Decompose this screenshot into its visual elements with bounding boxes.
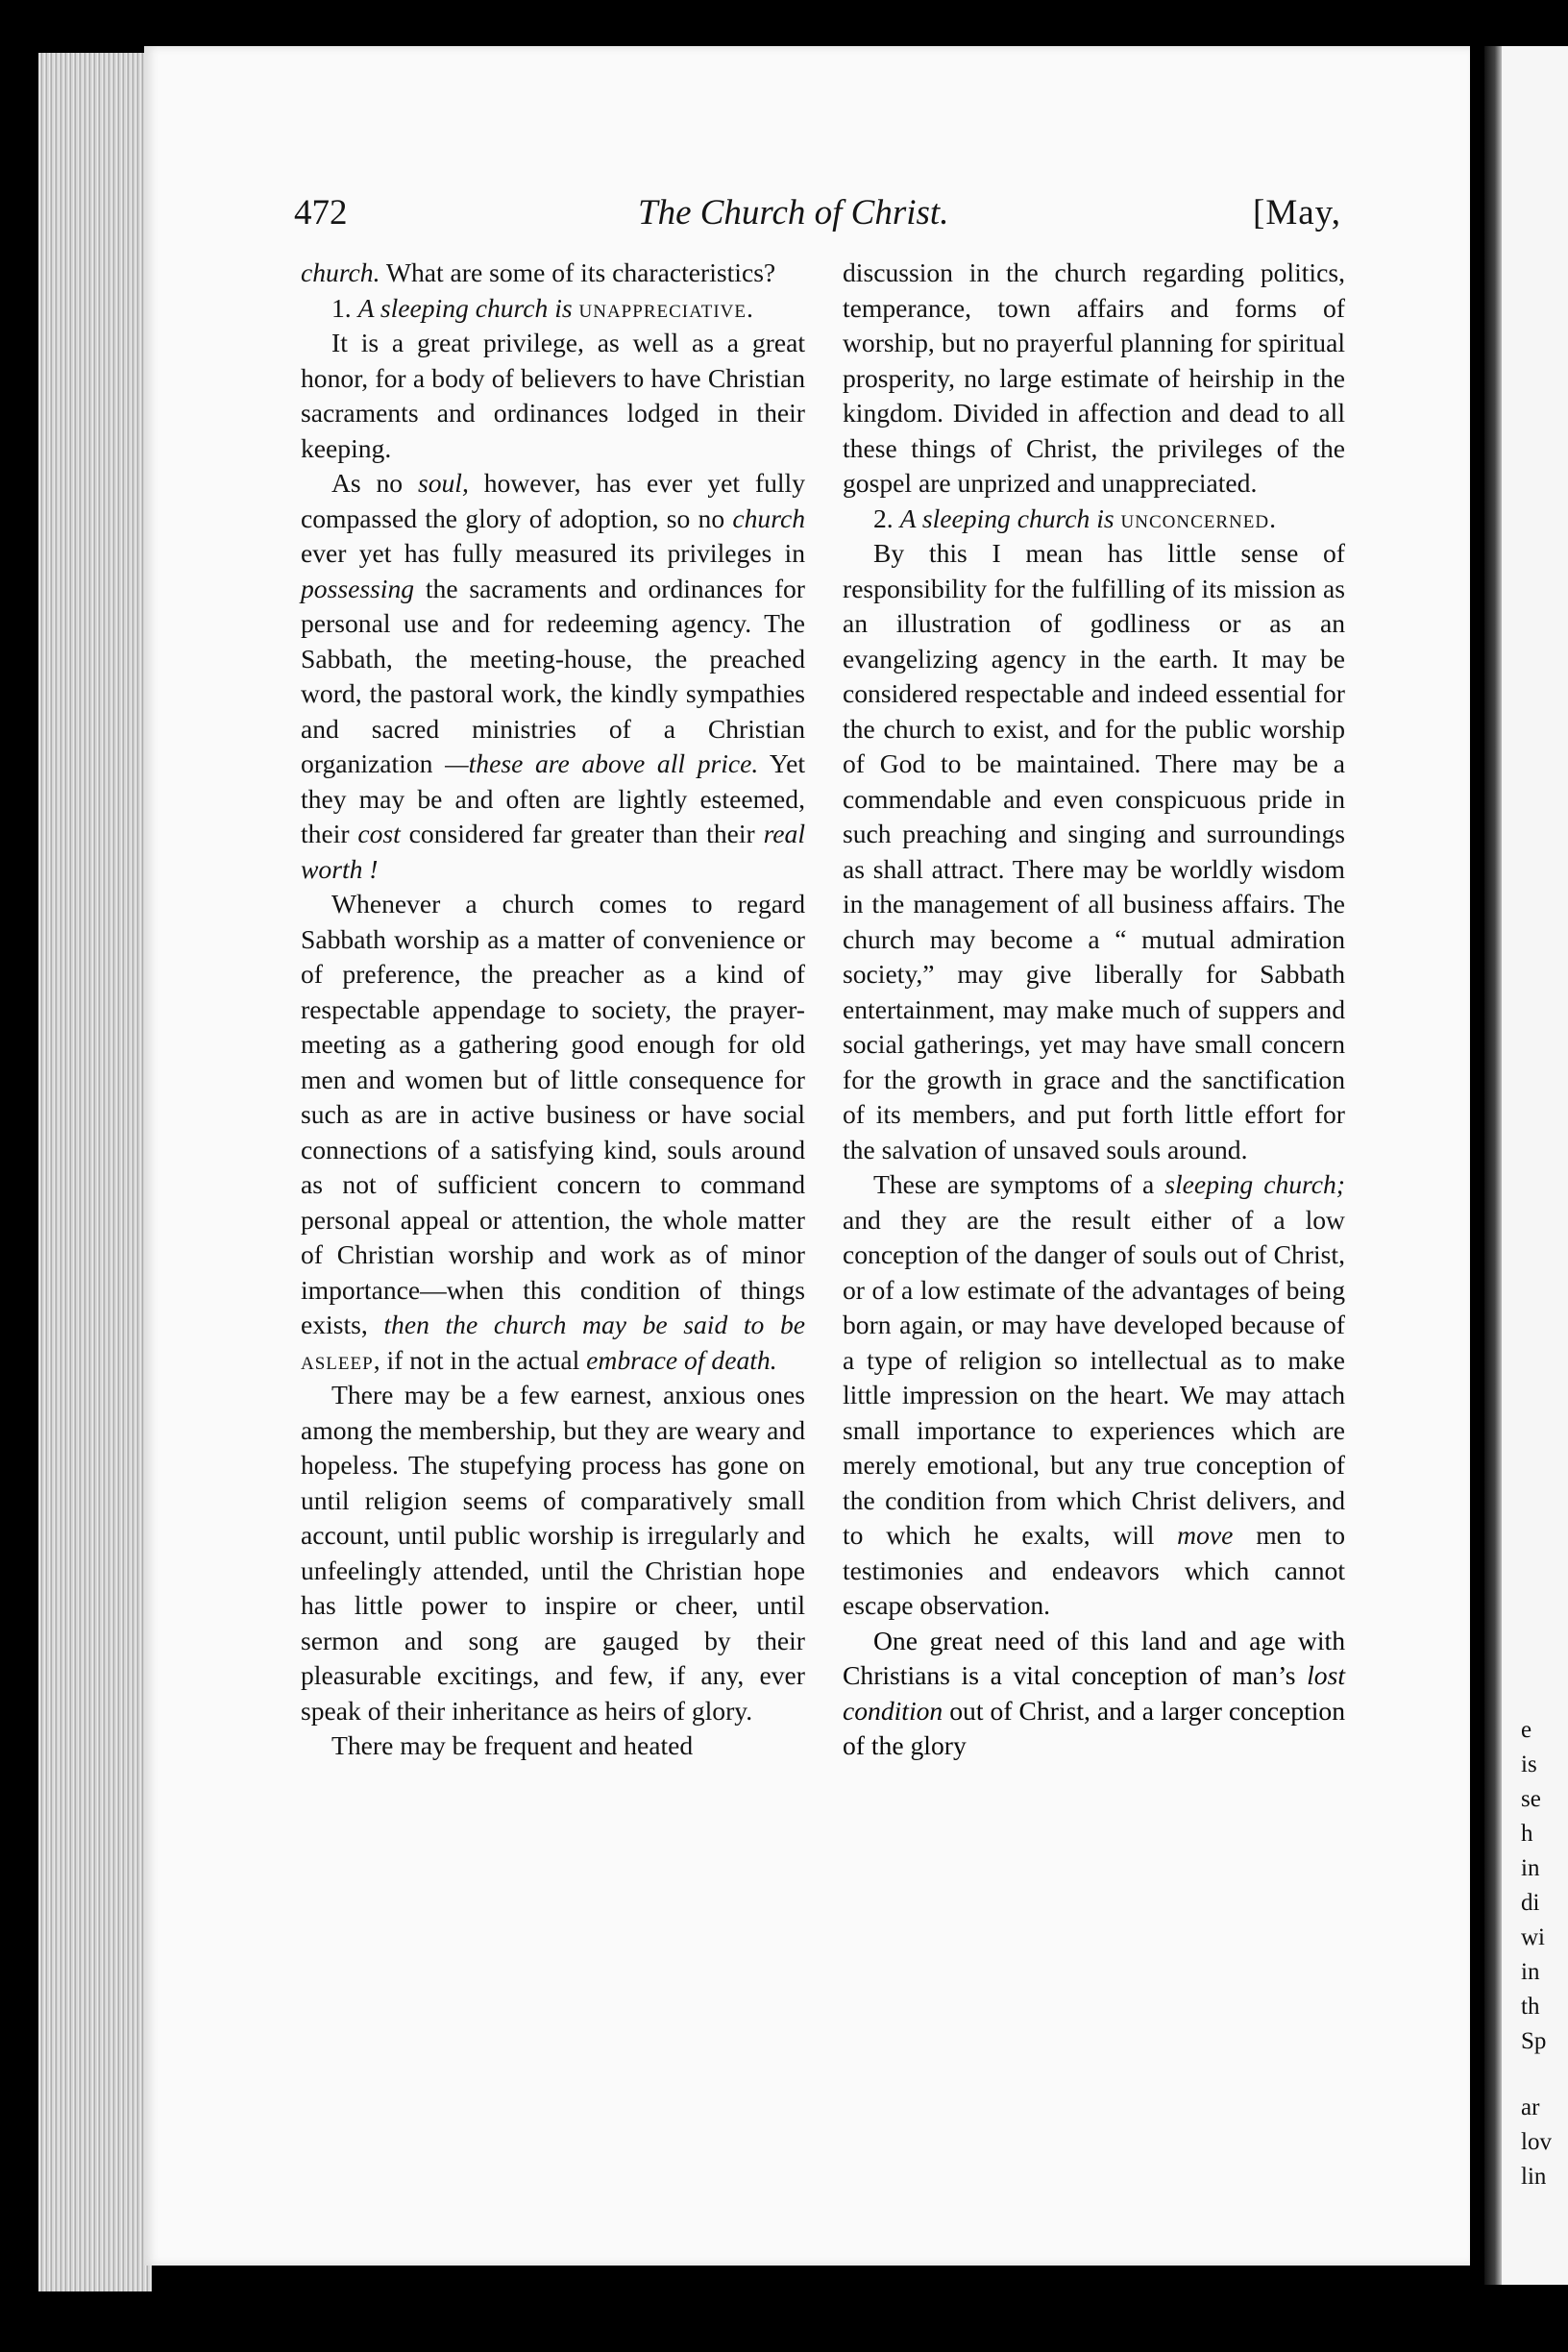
adjacent-page-fragment: di [1521, 1890, 1540, 1916]
running-month: [May, [1253, 193, 1341, 233]
paragraph: There may be a few earnest, anxious ones among the membership, but they are weary and hopeless. The stupefying process has gone on until religion seems of comparatively small account, until public worship is irregularly and unfeelingly attended, until the Christian hope has little power to inspire or cheer, until sermon and song are gauged by their pleasurable excitings, and few, if any, ever speak of their inheritance as heirs of glory. [301, 1380, 805, 1726]
adjacent-page-edge [1484, 46, 1568, 2285]
running-title: The Church of Christ. [638, 193, 949, 233]
section-heading: 1. A sleeping church is unappreciative. [331, 292, 754, 323]
adjacent-page-fragment: is [1521, 1752, 1537, 1777]
adjacent-page-fragment: ar [1521, 2095, 1540, 2120]
running-header [294, 192, 1341, 234]
adjacent-page-fragment: wi [1521, 1924, 1545, 1950]
paragraph: church. What are some of its characteristics? [301, 257, 776, 287]
left-text-column [301, 256, 805, 1764]
adjacent-page-fragment: in [1521, 1855, 1540, 1881]
paragraph: As no soul, however, has ever yet fully compassed the glory of adoption, so no church ever yet has fully measured its privileges in possessing the sacraments and ordinances for personal use and for redeeming agency. The Sabbath, the meeting-house, the preached word, the pastoral work, the kindly sympathies and sacred ministries of a Christian organization —these are above all price. Yet they may be and often are lightly esteemed, their cost considered far greater than their real worth ! [301, 468, 806, 884]
section-heading: 2. A sleeping church is unconcerned. [873, 502, 1277, 533]
adjacent-page-fragment: lin [1521, 2164, 1547, 2190]
right-text-column [843, 256, 1345, 1764]
book-fore-edge [38, 53, 152, 2291]
paragraph: One great need of this land and age with Christians is a vital conception of man’s lost condition out of Christ, and a larger conception of the glory [843, 1625, 1345, 1760]
page-number: 472 [294, 193, 348, 233]
paragraph: Whenever a church comes to regard Sabbath worship as a matter of convenience or of preference, the preacher as a kind of respectable appendage to society, the prayer-meeting as a gathering good enough for old men and women but of little consequence for such as are in active business or have social connections of a satisfying kind, souls around as not of sufficient concern to command personal appeal or attention, the whole matter of Christian worship and work as of minor importance—when this condition of things exists, then the church may be said to be asleep, if not in the actual embrace of death. [301, 889, 805, 1375]
paragraph: By this I mean has little sense of responsibility for the fulfilling of its mission as an illustration of godliness or as an evangelizing agency in the earth. It may be considered respectable and indeed essential for the church to exist, and for the public worship of God to be maintained. There may be a commendable and even conspicuous pride in such preaching and singing and surroundings as shall attract. There may be worldly wisdom in the management of all business affairs. The church may become a “ mutual admiration society,” may give liberally for Sabbath entertainment, may make much of suppers and social gatherings, yet may have small concern for the growth in grace and the sanctification of its members, and put forth little effort for the salvation of unsaved souls around. [843, 538, 1345, 1164]
adjacent-page-fragment: th [1521, 1994, 1540, 2020]
paragraph: These are symptoms of a sleeping church; and they are the result either of a low conception of the danger of souls out of Christ, or of a low estimate of the advantages of being born again, or may have developed because of a type of religion so intellectual as to make little impression on the heart. We may attach small importance to experiences which are merely emotional, but any true conception of the condition from which Christ delivers, and to which he exalts, will move men to testimonies and endeavors which cannot escape observation. [843, 1169, 1345, 1620]
paragraph: discussion in the church regarding politics, temperance, town affairs and forms of worship, but no prayerful planning for spiritual prosperity, no large estimate of heirship in the kingdom. Divided in affection and dead to all these things of Christ, the privileges of the gospel are unprized and unappreciated. [843, 257, 1345, 498]
adjacent-page-fragment: e [1521, 1717, 1532, 1743]
adjacent-page-fragment: se [1521, 1786, 1541, 1812]
adjacent-page-fragment: h [1521, 1821, 1533, 1847]
adjacent-page-fragment: Sp [1521, 2028, 1547, 2054]
adjacent-page-fragment: lov [1521, 2129, 1552, 2155]
paragraph: It is a great privilege, as well as a great honor, for a body of believers to have Christian sacraments and ordinances lodged in their keeping. [301, 328, 805, 463]
paragraph: There may be frequent and heated [331, 1730, 694, 1760]
binding-gutter [1484, 46, 1502, 2285]
adjacent-page-fragment: in [1521, 1959, 1540, 1985]
